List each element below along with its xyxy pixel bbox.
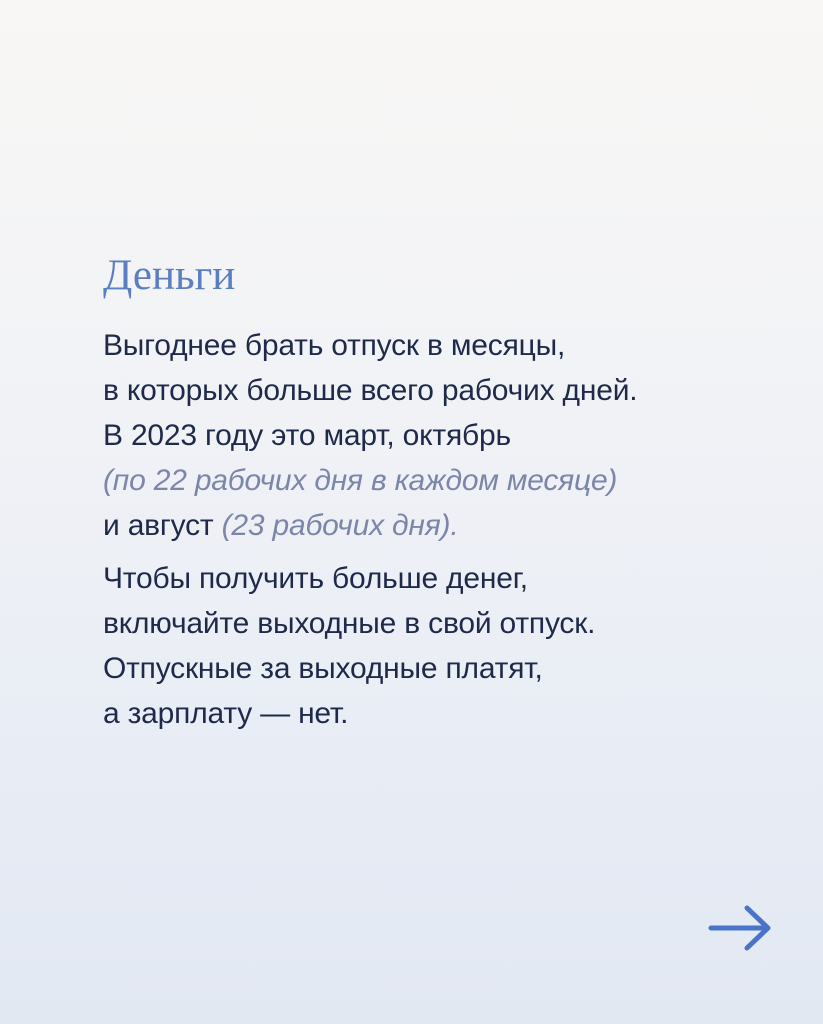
next-slide-button[interactable] xyxy=(702,896,778,960)
text-line: В 2023 году это март, октябрь xyxy=(103,419,511,452)
august-text: и август xyxy=(103,509,222,542)
text-line: а зарплату — нет. xyxy=(103,697,349,730)
arrow-right-icon xyxy=(705,903,775,953)
section-title: Деньги xyxy=(103,252,236,299)
text-line: Выгоднее брать отпуск в месяцы, xyxy=(103,329,566,362)
text-line: Отпускные за выходные платят, xyxy=(103,652,543,685)
note-line: (по 22 рабочих дня в каждом месяце) xyxy=(103,464,618,497)
paragraph-weekends-tip xyxy=(103,556,595,736)
text-line: включайте выходные в свой отпуск. xyxy=(103,607,596,640)
text-line: в которых больше всего рабочих дней. xyxy=(103,374,638,407)
text-line-august xyxy=(103,503,637,548)
text-line: Чтобы получить больше денег, xyxy=(103,562,528,595)
paragraph-vacation-months xyxy=(103,323,637,548)
august-note: (23 рабочих дня). xyxy=(221,509,459,542)
